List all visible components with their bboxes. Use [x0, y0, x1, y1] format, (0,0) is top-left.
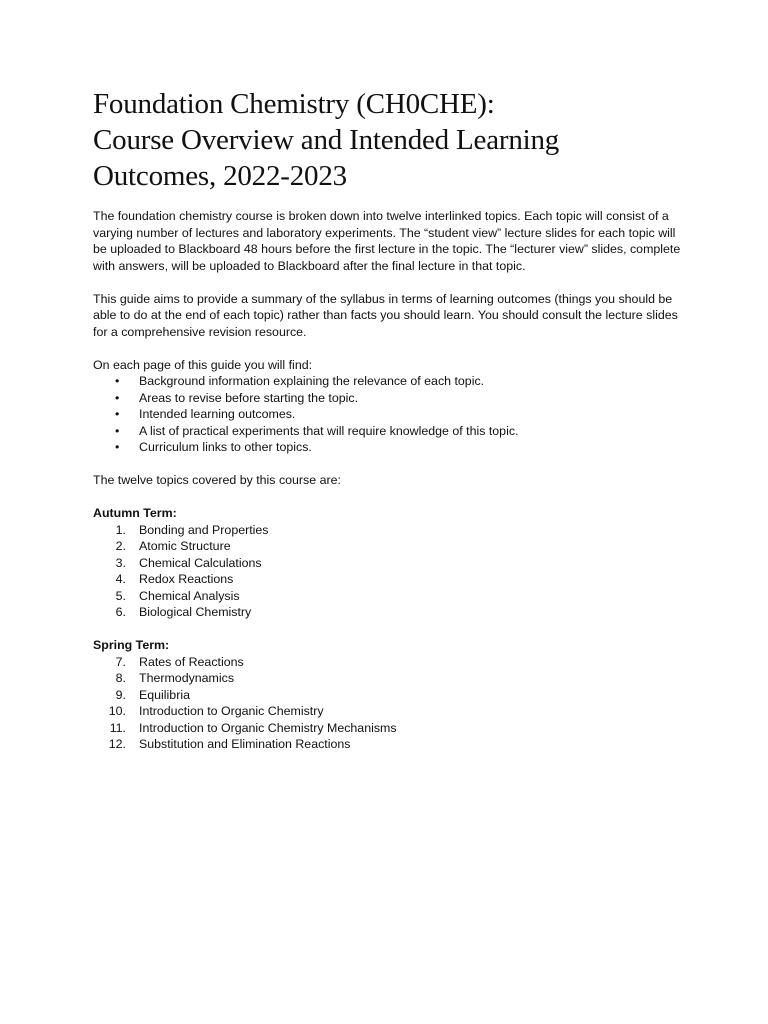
bullet-icon: •	[115, 407, 120, 421]
topic-label: Rates of Reactions	[139, 654, 244, 669]
topic-number: 9.	[115, 687, 126, 702]
topic-label: Thermodynamics	[139, 671, 235, 685]
title-line-2: Course Overview and Intended Learning	[93, 124, 560, 156]
list-item-text: Background information explaining the relevance of each topic.	[139, 374, 485, 388]
topic-number: 12.	[108, 737, 126, 751]
document-body	[93, 208, 683, 753]
topic-number: 11.	[109, 720, 126, 735]
list-item	[93, 522, 683, 539]
bullet-icon: •	[115, 390, 120, 405]
list-item	[93, 654, 683, 671]
intro-paragraph: The foundation chemistry course is broken down into twelve interlinked topics. Each topic will consist of a varying number of lectures and laboratory experiments. The “student view” lecture slides for each topic will be uploaded to Blackboard 48 hours before the first lecture in the topic. The “lecturer view” slides, complete with answers, will be uploaded to Blackboard after the final lecture in that topic.	[93, 209, 681, 273]
list-item-text: Curriculum links to other topics.	[139, 440, 312, 454]
topic-number: 8.	[115, 671, 126, 685]
guide-contents-intro: On each page of this guide you will find:	[93, 357, 313, 372]
list-item	[93, 538, 683, 555]
title-line-3: Outcomes, 2022-2023	[93, 160, 347, 192]
list-item	[93, 571, 683, 588]
spring-topic-list	[93, 654, 683, 753]
topic-label: Introduction to Organic Chemistry Mechanisms	[139, 720, 397, 735]
list-item	[93, 390, 683, 407]
list-item	[93, 720, 683, 737]
autumn-topic-list	[93, 522, 683, 621]
topic-label: Biological Chemistry	[139, 605, 252, 619]
bullet-icon: •	[115, 423, 120, 438]
list-item	[93, 588, 683, 605]
topics-intro: The twelve topics covered by this course are:	[93, 473, 341, 487]
list-item	[93, 555, 683, 572]
topic-number: 1.	[115, 522, 126, 537]
topic-number: 5.	[115, 588, 126, 603]
bullet-icon: •	[115, 374, 120, 388]
topic-number: 10.	[108, 704, 126, 718]
list-item	[93, 670, 683, 687]
topic-label: Chemical Analysis	[139, 588, 240, 603]
topic-label: Atomic Structure	[139, 539, 231, 553]
list-item	[93, 687, 683, 704]
list-item	[93, 423, 683, 440]
guide-aims-paragraph: This guide aims to provide a summary of the syllabus in terms of learning outcomes (things you should be able to do at the end of each topic) rather than facts you should learn. You should consult the lecture slides for a comprehensive revision resource.	[93, 291, 678, 339]
topic-label: Chemical Calculations	[139, 555, 262, 570]
topic-label: Equilibria	[139, 687, 190, 702]
topic-number: 4.	[115, 572, 126, 586]
list-item-text: Intended learning outcomes.	[139, 407, 296, 421]
list-item-text: A list of practical experiments that will require knowledge of this topic.	[139, 423, 519, 438]
topic-number: 2.	[115, 539, 126, 553]
title-line-1: Foundation Chemistry (CH0CHE):	[93, 88, 495, 120]
topic-number: 3.	[115, 555, 126, 570]
list-item	[93, 703, 683, 720]
autumn-term-heading: Autumn Term:	[93, 506, 177, 520]
bullet-icon: •	[115, 440, 120, 454]
topic-label: Introduction to Organic Chemistry	[139, 704, 324, 718]
topic-label: Redox Reactions	[139, 572, 234, 586]
list-item	[93, 406, 683, 423]
list-item	[93, 736, 683, 753]
list-item	[93, 373, 683, 390]
topic-number: 7.	[115, 654, 126, 669]
topic-number: 6.	[115, 605, 126, 619]
spring-term-heading: Spring Term:	[93, 638, 170, 652]
document-title	[93, 86, 683, 194]
topic-label: Substitution and Elimination Reactions	[139, 737, 351, 751]
list-item	[93, 439, 683, 456]
list-item	[93, 604, 683, 621]
document-page	[93, 86, 683, 769]
list-item-text: Areas to revise before starting the topic.	[139, 390, 359, 405]
guide-contents-list	[93, 373, 683, 456]
topic-label: Bonding and Properties	[139, 522, 269, 537]
